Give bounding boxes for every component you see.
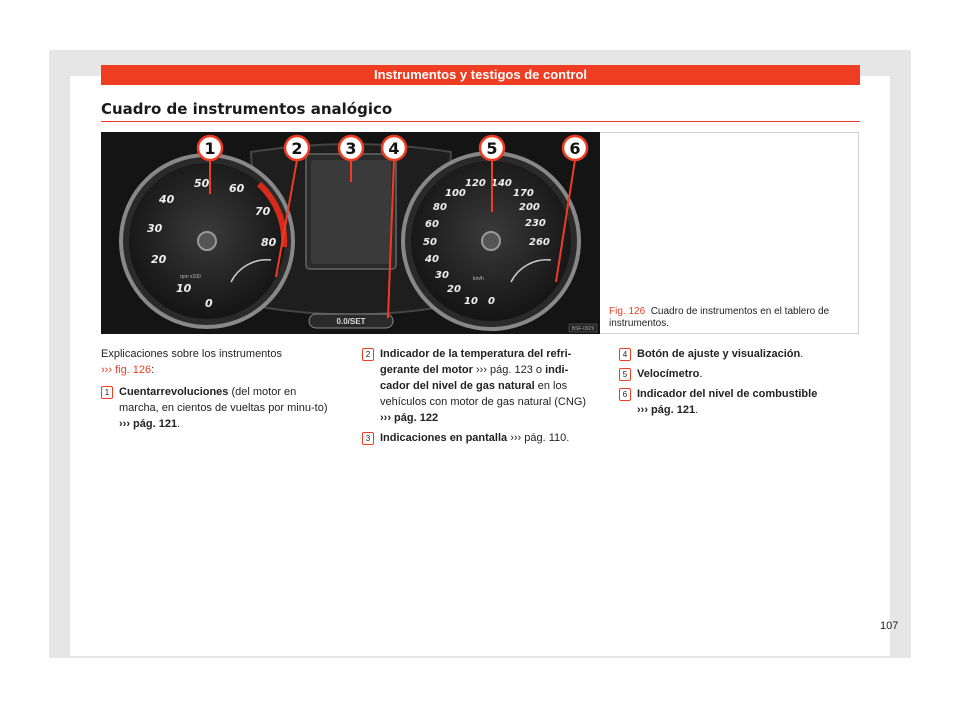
svg-text:20: 20: [447, 284, 461, 295]
svg-text:50: 50: [194, 177, 210, 190]
item-title: Indicador de la temperatura del refri-gerante del motor: [380, 348, 572, 376]
list-item-1: 1 Cuentarrevoluciones (del motor en marcha, en cientos de vueltas por minu-to) ››› pág. 121.: [101, 384, 336, 432]
list-item-3: [362, 430, 597, 446]
svg-text:10: 10: [464, 296, 478, 307]
list-item-4: [619, 346, 854, 362]
svg-text:120: 120: [465, 178, 486, 189]
speedometer-hub: [482, 232, 500, 250]
svg-text:140: 140: [491, 178, 512, 189]
item-title: Velocímetro: [637, 368, 700, 380]
svg-text:170: 170: [513, 188, 534, 199]
instrument-cluster-image: [101, 132, 600, 334]
list-item-5: [619, 366, 854, 382]
caption-text: Cuadro de instrumentos en el tablero de instrumentos.: [609, 306, 830, 329]
chapter-header: Instrumentos y testigos de control: [101, 65, 860, 85]
svg-text:70: 70: [255, 205, 271, 218]
item-number-badge: 6: [619, 388, 631, 401]
tachometer-unit: rpm x100: [180, 274, 201, 280]
page-reference[interactable]: ››› pág. 121: [637, 404, 696, 416]
set-button-label: 0.0/SET: [336, 317, 366, 326]
intro-text: Explicaciones sobre los instrumentos: [101, 348, 282, 360]
intro-colon: :: [151, 364, 155, 376]
callout-3: 3: [345, 139, 357, 158]
page-reference[interactable]: ››› pág. 121: [119, 418, 178, 430]
image-code: BSF-0929: [571, 326, 595, 332]
column-3: [619, 346, 854, 422]
svg-text:40: 40: [425, 254, 439, 265]
callout-4: 4: [388, 139, 400, 158]
svg-text:260: 260: [529, 237, 550, 248]
title-divider: [101, 121, 860, 122]
item-number-badge: 3: [362, 432, 374, 445]
svg-text:60: 60: [425, 219, 439, 230]
svg-text:10: 10: [176, 282, 192, 295]
svg-text:30: 30: [435, 270, 449, 281]
item-text: .: [800, 348, 804, 360]
svg-text:30: 30: [147, 222, 163, 235]
caption-box: [600, 132, 859, 334]
callout-5: 5: [486, 139, 498, 158]
svg-text:0: 0: [488, 296, 495, 307]
column-1: [101, 346, 336, 436]
item-title: Cuentarrevoluciones: [119, 386, 229, 398]
item-title: Botón de ajuste y visualización: [637, 348, 801, 360]
svg-text:50: 50: [423, 237, 437, 248]
page-reference[interactable]: ››› pág. 122: [380, 412, 439, 424]
callout-6: 6: [569, 139, 581, 158]
section-title: Cuadro de instrumentos analógico: [101, 100, 393, 118]
item-text-2: en los vehículos con motor de gas natural (CNG): [380, 380, 587, 408]
item-text: .: [699, 368, 703, 380]
svg-text:40: 40: [159, 193, 175, 206]
svg-text:80: 80: [433, 202, 447, 213]
figure-reference-link[interactable]: fig. 126: [115, 364, 152, 376]
column-2: [362, 346, 597, 450]
instrument-cluster-figure: [101, 132, 600, 334]
page-number: 107: [880, 620, 899, 632]
callout-1: 1: [204, 139, 216, 158]
item-text: (del motor en marcha, en cientos de vueltas por minu-to): [119, 386, 328, 414]
item-text: ››› pág. 110.: [507, 432, 570, 444]
figure-label: Fig. 126: [609, 306, 646, 317]
svg-text:20: 20: [151, 253, 167, 266]
svg-text:80: 80: [261, 236, 277, 249]
svg-text:200: 200: [519, 202, 540, 213]
item-title: Indicador del nivel de combustible: [637, 388, 818, 400]
list-item-2: [362, 346, 597, 426]
list-item-6: 6 Indicador del nivel de combustible ››› pág. 121.: [619, 386, 854, 418]
svg-text:60: 60: [229, 182, 245, 195]
svg-text:230: 230: [525, 218, 546, 229]
item-number-badge: 4: [619, 348, 631, 361]
svg-text:0: 0: [205, 297, 213, 310]
item-title: Indicaciones en pantalla: [380, 432, 508, 444]
item-number-badge: 1: [101, 386, 113, 399]
intro-arrow: ›››: [101, 364, 112, 376]
speedometer-unit: km/h: [473, 276, 484, 282]
figure-caption: [609, 306, 854, 330]
item-number-badge: 5: [619, 368, 631, 381]
item-number-badge: 2: [362, 348, 374, 361]
callout-2: 2: [291, 139, 303, 158]
intro-paragraph: [101, 346, 336, 378]
svg-text:100: 100: [445, 188, 466, 199]
tachometer-hub: [198, 232, 216, 250]
item-text: ››› pág. 123 o: [472, 364, 546, 376]
item-title-2: indi-cador del nivel de gas natural: [380, 364, 569, 392]
